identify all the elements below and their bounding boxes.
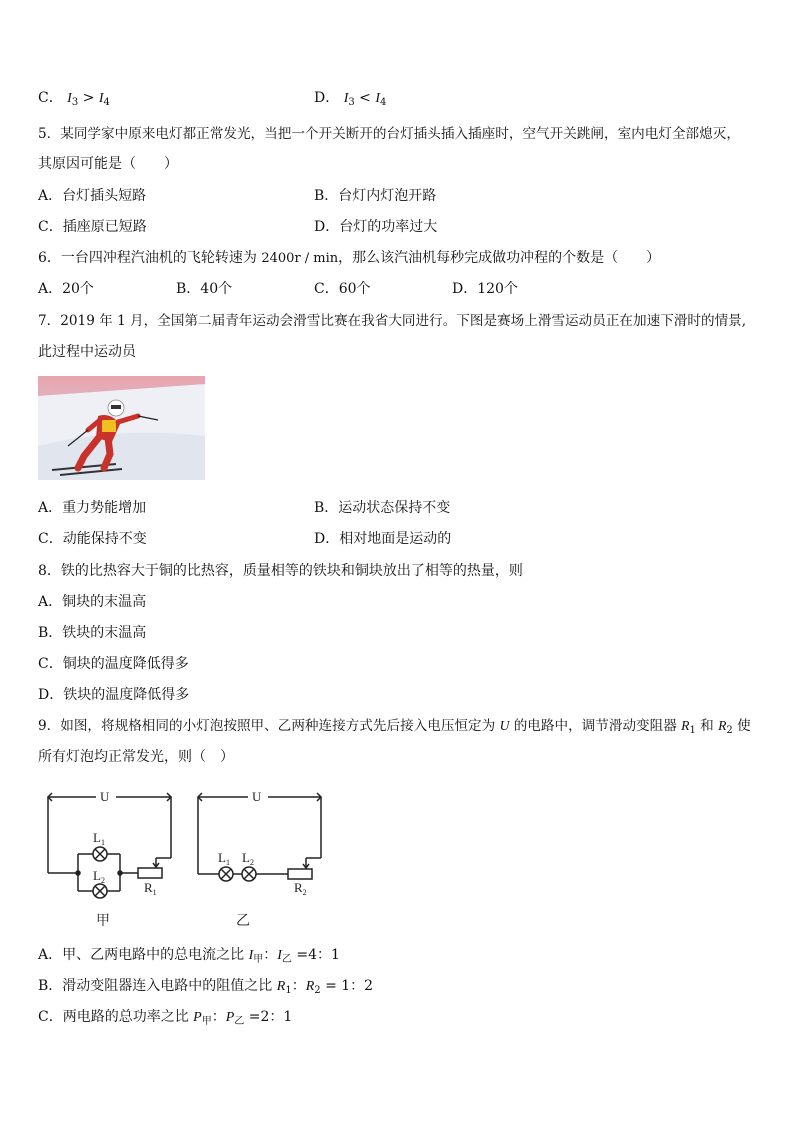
q6-stem <box>38 248 660 269</box>
q7-option-d: D．相对地面是运动的 <box>314 531 452 547</box>
math-symbol: P <box>193 1010 202 1025</box>
q5-stem-line-2: 其原因可能是（ ） <box>38 156 178 172</box>
ratio-value: =2：1 <box>244 1009 293 1025</box>
math-symbol: R <box>718 718 727 733</box>
r2-label <box>294 880 307 897</box>
caption-jia: 甲 <box>96 914 110 929</box>
q7-stem-line-1: 7．2019 年 1 月，全国第二届青年运动会滑雪比赛在我省大同进行。下图是赛场上滑雪运动员正在加速下滑时的情景, <box>38 313 747 329</box>
subscript: 1 <box>152 888 157 897</box>
q9-option-c <box>38 1007 292 1032</box>
q9-stem-line-2: 所有灯泡均正常发光，则（ ） <box>38 749 234 765</box>
operator: > <box>78 90 99 106</box>
q8-option-a: A．铜块的末温高 <box>38 594 147 610</box>
math-symbol: U <box>499 718 510 733</box>
circuit-yi <box>190 786 340 936</box>
math-symbol: R <box>305 979 315 994</box>
math-symbol: I <box>277 948 282 963</box>
q6-speed: 2400r / min <box>261 251 339 266</box>
q6-stem-part: ，那么该汽油机每秒完成做功冲程的个数是（ ） <box>338 250 661 266</box>
ratio-separator: ： <box>211 1009 226 1025</box>
subscript: 2 <box>302 888 307 897</box>
q4-option-c <box>38 88 110 113</box>
math-symbol: I <box>248 948 254 963</box>
l1-text: L <box>218 850 226 865</box>
r1-label <box>144 880 157 897</box>
q9-stem-line-1 <box>38 716 751 741</box>
option-text: C．两电路的总功率之比 <box>38 1009 194 1025</box>
q6-option-c: C．60个 <box>314 281 371 297</box>
subscript: 1 <box>100 838 105 847</box>
q9-stem-part: 9．如图，将规格相同的小灯泡按照甲、乙两种连接方式先后接入电压恒定为 <box>38 718 500 734</box>
subscript: 乙 <box>281 954 292 965</box>
q6-stem-part: 6．一台四冲程汽油机的飞轮转速为 <box>38 250 262 266</box>
q4-option-d <box>314 88 386 113</box>
subscript: 1 <box>689 725 696 736</box>
q5-option-c: C．插座原已短路 <box>38 219 147 235</box>
subscript: 甲 <box>253 954 264 965</box>
math-symbol: I <box>343 91 349 106</box>
q6-option-b: B．40个 <box>176 281 233 297</box>
q6-option-a: A．20个 <box>38 281 94 297</box>
r-text: R <box>294 880 303 895</box>
skier-photo <box>38 376 205 480</box>
subscript: 乙 <box>234 1016 245 1027</box>
subscript: 4 <box>380 97 387 108</box>
q7-option-c: C．动能保持不变 <box>38 531 147 547</box>
u-label: U <box>100 789 110 804</box>
ratio-value: = 1：2 <box>320 978 374 994</box>
q8-option-b: B．铁块的末温高 <box>38 625 147 641</box>
subscript: 4 <box>103 97 110 108</box>
subscript: 3 <box>348 97 355 108</box>
subscript: 甲 <box>201 1016 212 1027</box>
q9-stem-part: 和 <box>695 718 719 734</box>
math-symbol: R <box>276 979 286 994</box>
option-letter: C． <box>38 90 63 106</box>
l2-text: L <box>93 868 101 883</box>
l2-label <box>242 850 254 867</box>
q7-option-a: A．重力势能增加 <box>38 500 147 516</box>
subscript: 1 <box>225 858 230 867</box>
subscript: 2 <box>249 858 254 867</box>
u-label: U <box>252 789 262 804</box>
l2-label <box>93 868 105 885</box>
ratio-value: =4：1 <box>291 947 340 963</box>
subscript: 3 <box>71 97 79 108</box>
subscript: 2 <box>726 725 733 736</box>
q9-option-a <box>38 945 340 970</box>
math-symbol: I <box>98 91 104 106</box>
math-symbol: R <box>681 718 690 733</box>
math-symbol: I <box>375 91 381 106</box>
l1-label <box>93 830 105 847</box>
operator: < <box>354 90 376 106</box>
ratio-separator: ： <box>263 947 278 963</box>
l2-text: L <box>242 850 250 865</box>
r-text: R <box>144 880 153 895</box>
subscript: 2 <box>314 985 321 996</box>
option-letter: D． <box>314 90 340 106</box>
q8-option-d: D．铁块的温度降低得多 <box>38 687 190 703</box>
caption-yi: 乙 <box>236 914 250 929</box>
subscript: 2 <box>100 876 105 885</box>
q9-stem-part: 使 <box>732 718 751 734</box>
q9-option-b <box>38 976 373 1001</box>
q8-stem: 8．铁的比热容大于铜的比热容，质量相等的铁块和铜块放出了相等的热量，则 <box>38 563 523 579</box>
math-symbol: I <box>67 91 72 106</box>
q5-option-a: A．台灯插头短路 <box>38 188 147 204</box>
option-text: A．甲、乙两电路中的总电流之比 <box>38 947 249 963</box>
q9-stem-part: 的电路中，调节滑动变阻器 <box>509 718 682 734</box>
subscript: 1 <box>285 985 292 996</box>
q5-stem-line-1: 5．某同学家中原来电灯都正常发光，当把一个开关断开的台灯插头插入插座时，空气开关跳闸，室内电灯全部熄灭， <box>38 126 740 142</box>
circuit-jia <box>38 786 188 936</box>
q8-option-c: C．铜块的温度降低得多 <box>38 656 189 672</box>
l1-text: L <box>93 830 101 845</box>
l1-label <box>218 850 230 867</box>
q7-stem-line-2: 此过程中运动员 <box>38 344 136 360</box>
q6-option-d: D．120个 <box>452 281 518 297</box>
ratio-separator: ： <box>291 978 306 994</box>
q5-option-d: D．台灯的功率过大 <box>314 219 438 235</box>
q5-option-b: B．台灯内灯泡开路 <box>314 188 437 204</box>
math-symbol: P <box>225 1010 235 1025</box>
option-text: B．滑动变阻器连入电路中的阻值之比 <box>38 978 277 994</box>
q7-option-b: B．运动状态保持不变 <box>314 500 451 516</box>
